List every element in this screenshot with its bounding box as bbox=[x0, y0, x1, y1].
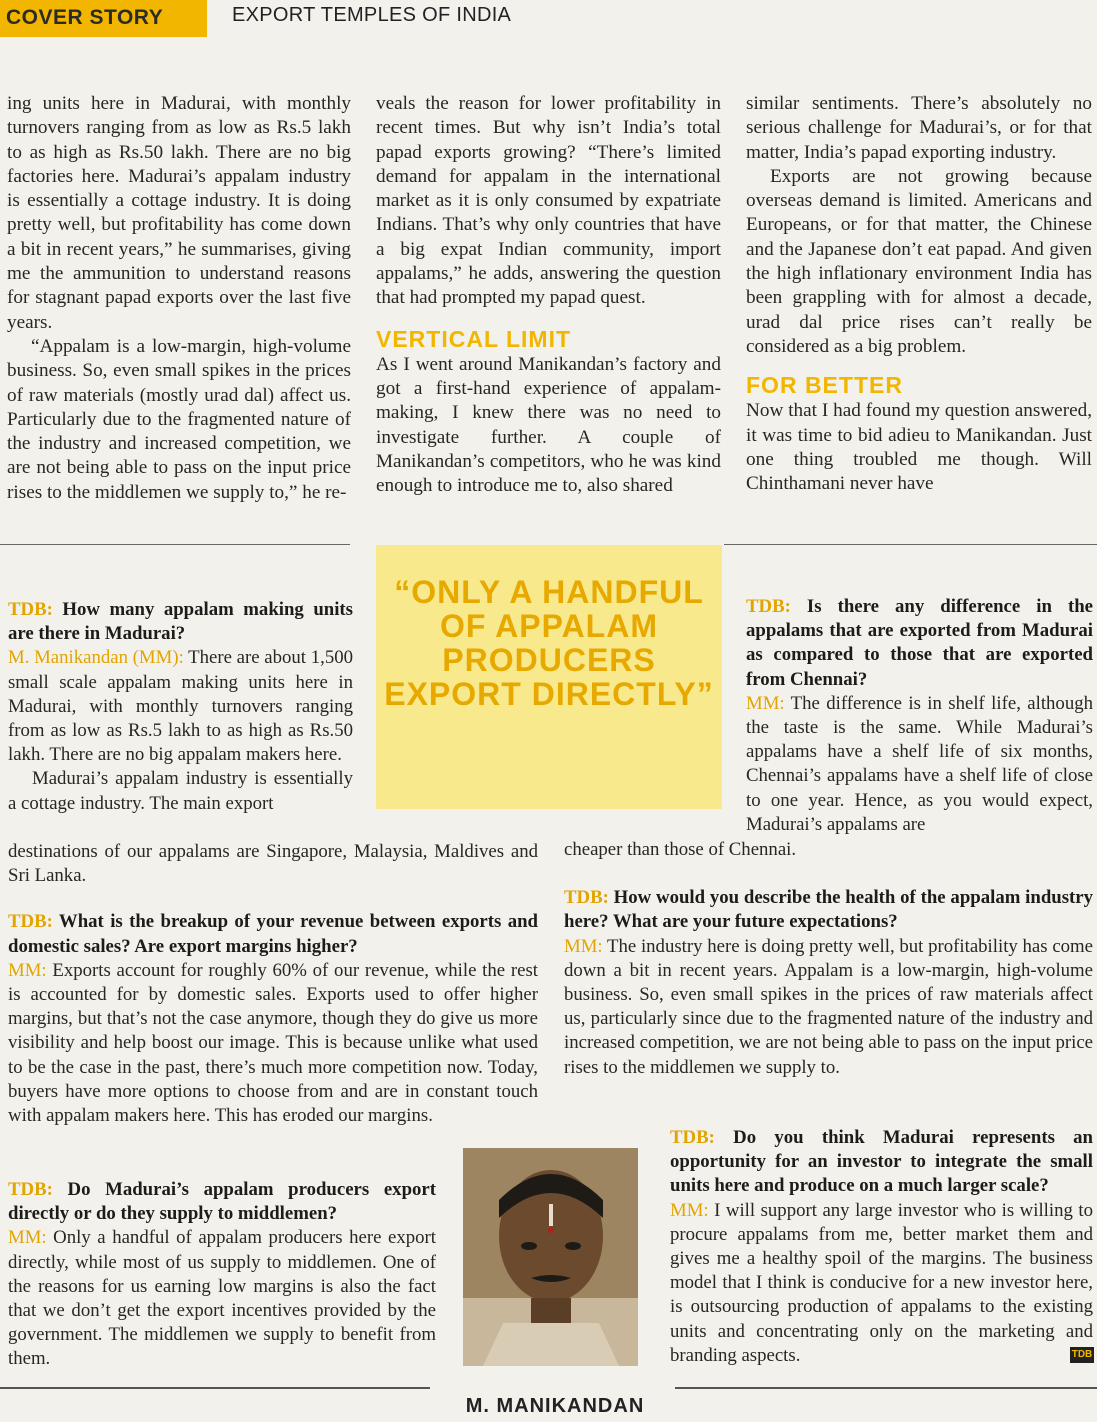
article-column-1 bbox=[7, 92, 351, 505]
interview-left-wide bbox=[8, 840, 538, 1128]
answer-4: MM: The industry here is doing pretty well, but profitability has come down a bit in recent years. Appalam is a low-margin, high-volume business. So, even small spikes in the prices of raw materials affect us, particularly since due to the fragmented nature of the industry and increased competition, we are not being able to pass on the input price rises to the middlemen we supply to. bbox=[564, 935, 1093, 1078]
question-1: TDB: How many appalam making units are there in Madurai? bbox=[8, 599, 353, 645]
paragraph: “Appalam is a low-margin, high-volume business. So, even small spikes in the prices of raw materials (mostly urad dal) affect us. Particularly due to the fragmented nature of the industry and increased competition, we are not being able to pass on the input price rises to the middlemen we supply to,” he re- bbox=[7, 335, 351, 503]
answer-3: MM: Exports account for roughly 60% of our revenue, while the rest is accounted for by domestic sales. Exports used to offer higher margins, but that’s not the case anymore, though they do give us more visibility and help boost our image. This is because unlike what used to be the case in the past, there’s much more competition now. Today, buyers have more options to choose from and are in constant touch with appalam makers here. This has eroded our margins. bbox=[8, 959, 538, 1127]
answer-6: MM: I will support any large investor who is willing to procure appalams from me, better market them and gives me a healthy spoil of the margins. The business model that I think is conducive for a new investor here, is outsourcing production of appalams to the existing units and concentrating only on the marketing and branding aspects. bbox=[670, 1199, 1093, 1366]
interview-left-bottom bbox=[8, 1178, 436, 1372]
section-tag: COVER STORY bbox=[0, 0, 207, 37]
answer-5: MM: Only a handful of appalam producers here export directly, while most of us supply to middlemen. One of the reasons for us earning low margins is also the fact that we don’t get the export incentives provided by the government. The middlemen we supply to benefit from them. bbox=[8, 1227, 436, 1370]
question-5: TDB: Do Madurai’s appalam producers export directly or do they supply to middlemen? bbox=[8, 1179, 436, 1225]
divider bbox=[724, 544, 1097, 545]
portrait-illustration bbox=[463, 1148, 638, 1366]
interview-right-mid bbox=[564, 838, 1093, 1080]
question-6: TDB: Do you think Madurai represents an opportunity for an investor to integrate the small units here and produce on a much larger scale? bbox=[670, 1127, 1093, 1197]
article-column-3 bbox=[746, 92, 1092, 496]
answer-2-end: cheaper than those of Chennai. bbox=[564, 839, 797, 860]
divider bbox=[0, 544, 350, 545]
interview-right-top bbox=[746, 595, 1093, 837]
divider bbox=[675, 1387, 1097, 1389]
paragraph: Now that I had found my question answered, it was time to bid adieu to Manikandan. Just one thing troubled me though. Will Chinthamani never have bbox=[746, 400, 1092, 495]
paragraph: As I went around Manikandan’s factory and got a first-hand experience of appalam-making, I knew there was no need to investigate further. A couple of Manikandan’s competitors, who he was kind enough to introduce me to, also shared bbox=[376, 353, 721, 497]
question-3: TDB: What is the breakup of your revenue between exports and domestic sales? Are export margins higher? bbox=[8, 911, 538, 957]
article-column-2 bbox=[376, 92, 721, 498]
paragraph: similar sentiments. There’s absolutely no serious challenge for Madurai’s, or for that matter, India’s papad exporting industry. bbox=[746, 93, 1092, 163]
question-4: TDB: How would you describe the health of the appalam industry here? What are your future expectations? bbox=[564, 887, 1093, 933]
divider bbox=[0, 1387, 430, 1389]
subhead-for-better: FOR BETTER bbox=[746, 372, 903, 399]
question-2: TDB: Is there any difference in the appalams that are exported from Madurai as compared to those that are exported from Chennai? bbox=[746, 596, 1093, 690]
interview-right-bottom bbox=[670, 1126, 1093, 1368]
end-mark: TDB bbox=[1070, 1347, 1094, 1363]
subhead-vertical-limit: VERTICAL LIMIT bbox=[376, 325, 572, 352]
interview-left-top bbox=[8, 598, 353, 816]
story-title: EXPORT TEMPLES OF INDIA bbox=[232, 4, 512, 26]
answer-2: MM: The difference is in shelf life, although the taste is the same. While Madurai’s appalams have a shelf life of six months, Chennai’s appalams have a shelf life of close to one year. Hence, as you would expect, Madurai’s appalams are bbox=[746, 692, 1093, 835]
answer-1: M. Manikandan (MM): There are about 1,500 small scale appalam making units here in Madurai, with monthly turnovers ranging from as low as Rs.5 lakh to as high as Rs.50 lakh. There are no big appalam makers here. bbox=[8, 647, 353, 766]
paragraph: Exports are not growing because overseas demand is limited. Americans and Europeans, or for that matter, the Chinese and the Japanese don’t eat papad. And given the high inflationary environment India has been grappling with for almost a decade, urad dal price rises can’t really be considered as a big problem. bbox=[746, 165, 1092, 357]
answer-1-continued: Madurai’s appalam industry is essentially a cottage industry. The main export bbox=[8, 768, 353, 814]
answer-1-end: destinations of our appalams are Singapore, Malaysia, Maldives and Sri Lanka. bbox=[8, 841, 538, 887]
paragraph: ing units here in Madurai, with monthly turnovers ranging from as low as Rs.5 lakh to as high as Rs.50 lakh. There are no big factories here. Madurai’s appalam industry is essentially a cottage industry. It is doing pretty well, but profitability has come down a bit in recent years,” he summarises, giving me the ammunition to understand reasons for stagnant papad exports over the last five years. bbox=[7, 93, 351, 333]
photo-caption: M. MANIKANDAN bbox=[465, 1395, 645, 1417]
pull-quote: “ONLY A HANDFUL OF APPALAM PRODUCERS EXPORT DIRECTLY” bbox=[376, 545, 722, 809]
paragraph: veals the reason for lower profitability in recent times. But why isn’t India’s total papad exports growing? “There’s limited demand for appalam in the international market as it is only consumed by expatriate Indians. That’s why only countries that have a big expat Indian community, import appalams,” he adds, answering the question that had prompted my papad quest. bbox=[376, 93, 721, 309]
portrait-photo bbox=[463, 1148, 638, 1366]
